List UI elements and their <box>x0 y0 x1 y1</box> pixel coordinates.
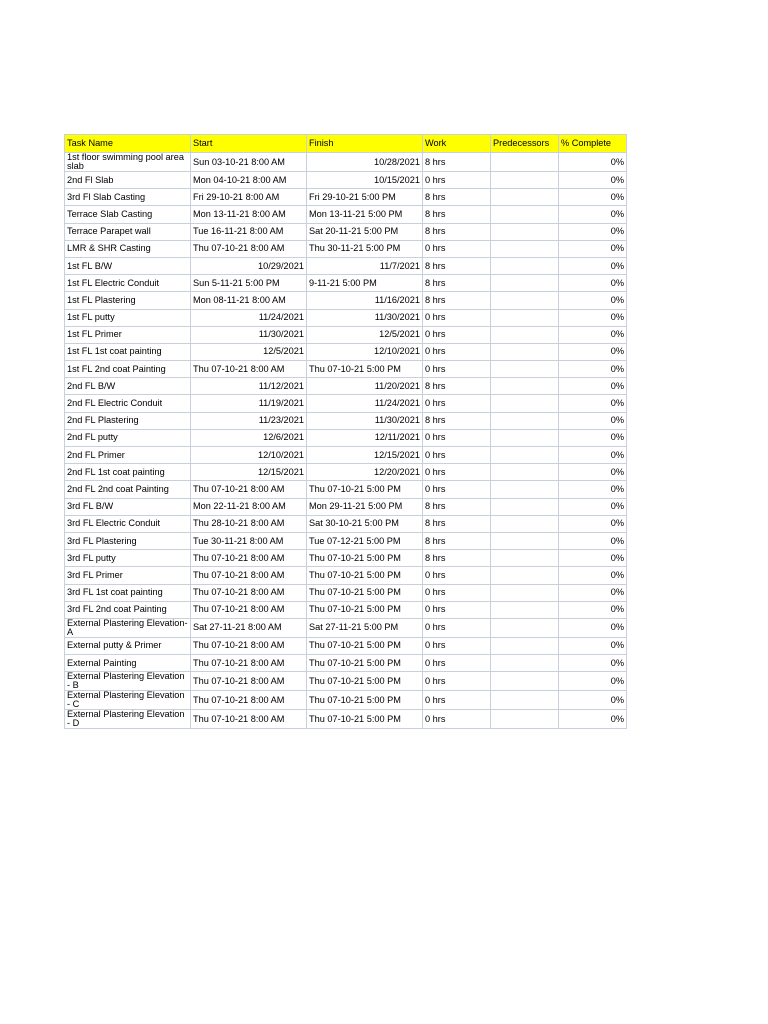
cell-predecessors <box>491 412 559 429</box>
cell-task-name: 1st FL 1st coat painting <box>65 343 191 360</box>
cell-finish: Thu 07-10-21 5:00 PM <box>307 601 423 618</box>
cell-work: 8 hrs <box>423 257 491 274</box>
table-body <box>65 153 627 729</box>
table-row <box>65 481 627 498</box>
cell-percent-complete: 0% <box>559 172 627 189</box>
cell-percent-complete: 0% <box>559 532 627 549</box>
cell-work: 8 hrs <box>423 275 491 292</box>
cell-predecessors <box>491 361 559 378</box>
cell-predecessors <box>491 223 559 240</box>
cell-work: 0 hrs <box>423 618 491 637</box>
cell-finish: Fri 29-10-21 5:00 PM <box>307 189 423 206</box>
cell-finish: Thu 07-10-21 5:00 PM <box>307 584 423 601</box>
cell-start: Thu 07-10-21 8:00 AM <box>191 361 307 378</box>
cell-task-name: 3rd FL 1st coat painting <box>65 584 191 601</box>
cell-start: Thu 07-10-21 8:00 AM <box>191 655 307 672</box>
cell-percent-complete: 0% <box>559 637 627 654</box>
cell-work: 0 hrs <box>423 464 491 481</box>
cell-finish: Tue 07-12-21 5:00 PM <box>307 532 423 549</box>
cell-work: 0 hrs <box>423 326 491 343</box>
cell-task-name: Terrace Slab Casting <box>65 206 191 223</box>
cell-start: Thu 28-10-21 8:00 AM <box>191 515 307 532</box>
cell-finish: Sat 30-10-21 5:00 PM <box>307 515 423 532</box>
header-task-name: Task Name <box>65 135 191 153</box>
cell-start: Thu 07-10-21 8:00 AM <box>191 672 307 691</box>
cell-work: 0 hrs <box>423 655 491 672</box>
table-row <box>65 584 627 601</box>
cell-task-name: 1st FL Primer <box>65 326 191 343</box>
table-row <box>65 447 627 464</box>
cell-predecessors <box>491 240 559 257</box>
header-predecessors: Predecessors <box>491 135 559 153</box>
cell-task-name: External Painting <box>65 655 191 672</box>
cell-finish: Thu 07-10-21 5:00 PM <box>307 361 423 378</box>
cell-percent-complete: 0% <box>559 292 627 309</box>
cell-work: 8 hrs <box>423 189 491 206</box>
cell-start: Thu 07-10-21 8:00 AM <box>191 584 307 601</box>
cell-task-name: 2nd FL putty <box>65 429 191 446</box>
cell-start: Thu 07-10-21 8:00 AM <box>191 691 307 710</box>
cell-predecessors <box>491 584 559 601</box>
header-row <box>65 135 627 153</box>
cell-start: 11/24/2021 <box>191 309 307 326</box>
cell-start: Thu 07-10-21 8:00 AM <box>191 567 307 584</box>
header-finish: Finish <box>307 135 423 153</box>
cell-start: Sun 03-10-21 8:00 AM <box>191 153 307 172</box>
cell-work: 0 hrs <box>423 481 491 498</box>
cell-percent-complete: 0% <box>559 378 627 395</box>
table-row <box>65 206 627 223</box>
cell-task-name: 2nd FL Primer <box>65 447 191 464</box>
cell-start: 11/19/2021 <box>191 395 307 412</box>
cell-finish: 12/20/2021 <box>307 464 423 481</box>
table-row <box>65 326 627 343</box>
cell-work: 8 hrs <box>423 223 491 240</box>
cell-start: Thu 07-10-21 8:00 AM <box>191 710 307 729</box>
cell-finish: Thu 07-10-21 5:00 PM <box>307 637 423 654</box>
cell-work: 8 hrs <box>423 515 491 532</box>
cell-predecessors <box>491 481 559 498</box>
cell-work: 0 hrs <box>423 447 491 464</box>
cell-percent-complete: 0% <box>559 326 627 343</box>
cell-finish: 10/28/2021 <box>307 153 423 172</box>
header-work: Work <box>423 135 491 153</box>
cell-percent-complete: 0% <box>559 672 627 691</box>
cell-percent-complete: 0% <box>559 710 627 729</box>
table-row <box>65 361 627 378</box>
cell-work: 8 hrs <box>423 206 491 223</box>
cell-predecessors <box>491 464 559 481</box>
cell-finish: 10/15/2021 <box>307 172 423 189</box>
cell-task-name: 1st FL B/W <box>65 257 191 274</box>
cell-finish: 12/10/2021 <box>307 343 423 360</box>
cell-predecessors <box>491 378 559 395</box>
cell-predecessors <box>491 672 559 691</box>
table-row <box>65 412 627 429</box>
cell-work: 8 hrs <box>423 550 491 567</box>
cell-finish: 12/15/2021 <box>307 447 423 464</box>
cell-finish: 9-11-21 5:00 PM <box>307 275 423 292</box>
table-row <box>65 532 627 549</box>
cell-task-name: 3rd FL Plastering <box>65 532 191 549</box>
cell-predecessors <box>491 618 559 637</box>
cell-finish: 11/7/2021 <box>307 257 423 274</box>
cell-start: Tue 16-11-21 8:00 AM <box>191 223 307 240</box>
cell-finish: Sat 20-11-21 5:00 PM <box>307 223 423 240</box>
cell-task-name: 2nd FL 1st coat painting <box>65 464 191 481</box>
cell-percent-complete: 0% <box>559 309 627 326</box>
header-percent-complete: % Complete <box>559 135 627 153</box>
cell-start: Mon 22-11-21 8:00 AM <box>191 498 307 515</box>
cell-start: 11/12/2021 <box>191 378 307 395</box>
cell-work: 0 hrs <box>423 601 491 618</box>
cell-task-name: 3rd FL 2nd coat Painting <box>65 601 191 618</box>
table-row <box>65 515 627 532</box>
cell-percent-complete: 0% <box>559 257 627 274</box>
cell-work: 0 hrs <box>423 637 491 654</box>
cell-finish: 11/30/2021 <box>307 309 423 326</box>
cell-percent-complete: 0% <box>559 567 627 584</box>
cell-start: 12/10/2021 <box>191 447 307 464</box>
cell-task-name: 1st FL Electric Conduit <box>65 275 191 292</box>
cell-finish: Thu 07-10-21 5:00 PM <box>307 655 423 672</box>
cell-work: 0 hrs <box>423 710 491 729</box>
cell-finish: Thu 07-10-21 5:00 PM <box>307 672 423 691</box>
table-row <box>65 378 627 395</box>
cell-start: Mon 04-10-21 8:00 AM <box>191 172 307 189</box>
cell-task-name: 2nd FL B/W <box>65 378 191 395</box>
cell-percent-complete: 0% <box>559 584 627 601</box>
table-row <box>65 655 627 672</box>
cell-percent-complete: 0% <box>559 515 627 532</box>
cell-task-name: 1st floor swimming pool area slab <box>65 153 191 172</box>
cell-task-name: 1st FL 2nd coat Painting <box>65 361 191 378</box>
cell-finish: 11/20/2021 <box>307 378 423 395</box>
cell-predecessors <box>491 309 559 326</box>
cell-task-name: 1st FL Plastering <box>65 292 191 309</box>
cell-predecessors <box>491 532 559 549</box>
cell-task-name: External Plastering Elevation - B <box>65 672 191 691</box>
table-row <box>65 601 627 618</box>
cell-finish: Thu 07-10-21 5:00 PM <box>307 567 423 584</box>
cell-work: 0 hrs <box>423 172 491 189</box>
cell-work: 0 hrs <box>423 395 491 412</box>
cell-finish: Thu 07-10-21 5:00 PM <box>307 550 423 567</box>
table-row <box>65 153 627 172</box>
table-row <box>65 567 627 584</box>
cell-work: 0 hrs <box>423 361 491 378</box>
cell-percent-complete: 0% <box>559 275 627 292</box>
cell-start: Thu 07-10-21 8:00 AM <box>191 550 307 567</box>
table-row <box>65 429 627 446</box>
cell-finish: Thu 07-10-21 5:00 PM <box>307 691 423 710</box>
cell-task-name: 2nd FL Plastering <box>65 412 191 429</box>
cell-work: 8 hrs <box>423 412 491 429</box>
table-row <box>65 292 627 309</box>
cell-finish: Mon 13-11-21 5:00 PM <box>307 206 423 223</box>
cell-start: Mon 08-11-21 8:00 AM <box>191 292 307 309</box>
cell-work: 0 hrs <box>423 691 491 710</box>
cell-percent-complete: 0% <box>559 206 627 223</box>
cell-predecessors <box>491 515 559 532</box>
cell-predecessors <box>491 567 559 584</box>
header-start: Start <box>191 135 307 153</box>
cell-percent-complete: 0% <box>559 691 627 710</box>
cell-work: 8 hrs <box>423 378 491 395</box>
cell-percent-complete: 0% <box>559 343 627 360</box>
cell-predecessors <box>491 710 559 729</box>
cell-predecessors <box>491 275 559 292</box>
cell-percent-complete: 0% <box>559 412 627 429</box>
cell-start: Sun 5-11-21 5:00 PM <box>191 275 307 292</box>
cell-predecessors <box>491 498 559 515</box>
table-row <box>65 464 627 481</box>
cell-predecessors <box>491 257 559 274</box>
cell-percent-complete: 0% <box>559 361 627 378</box>
cell-work: 0 hrs <box>423 584 491 601</box>
cell-predecessors <box>491 326 559 343</box>
cell-start: Thu 07-10-21 8:00 AM <box>191 481 307 498</box>
cell-percent-complete: 0% <box>559 550 627 567</box>
cell-predecessors <box>491 691 559 710</box>
cell-finish: 11/16/2021 <box>307 292 423 309</box>
cell-task-name: 1st FL putty <box>65 309 191 326</box>
cell-percent-complete: 0% <box>559 464 627 481</box>
table-row <box>65 618 627 637</box>
cell-task-name: 3rd FL B/W <box>65 498 191 515</box>
cell-percent-complete: 0% <box>559 223 627 240</box>
cell-percent-complete: 0% <box>559 189 627 206</box>
cell-start: Tue 30-11-21 8:00 AM <box>191 532 307 549</box>
cell-percent-complete: 0% <box>559 447 627 464</box>
cell-predecessors <box>491 395 559 412</box>
cell-predecessors <box>491 429 559 446</box>
table-row <box>65 691 627 710</box>
cell-predecessors <box>491 189 559 206</box>
table-row <box>65 172 627 189</box>
cell-percent-complete: 0% <box>559 601 627 618</box>
cell-work: 0 hrs <box>423 309 491 326</box>
cell-work: 8 hrs <box>423 532 491 549</box>
cell-predecessors <box>491 655 559 672</box>
cell-start: Mon 13-11-21 8:00 AM <box>191 206 307 223</box>
cell-percent-complete: 0% <box>559 395 627 412</box>
cell-finish: Mon 29-11-21 5:00 PM <box>307 498 423 515</box>
table-row <box>65 637 627 654</box>
cell-predecessors <box>491 550 559 567</box>
cell-percent-complete: 0% <box>559 481 627 498</box>
cell-predecessors <box>491 153 559 172</box>
cell-percent-complete: 0% <box>559 498 627 515</box>
cell-start: 10/29/2021 <box>191 257 307 274</box>
cell-predecessors <box>491 343 559 360</box>
cell-start: Thu 07-10-21 8:00 AM <box>191 240 307 257</box>
cell-percent-complete: 0% <box>559 429 627 446</box>
cell-task-name: External Plastering Elevation- A <box>65 618 191 637</box>
cell-task-name: Terrace Parapet wall <box>65 223 191 240</box>
cell-finish: Thu 07-10-21 5:00 PM <box>307 710 423 729</box>
cell-work: 0 hrs <box>423 343 491 360</box>
cell-task-name: 2nd FL Electric Conduit <box>65 395 191 412</box>
cell-work: 8 hrs <box>423 498 491 515</box>
cell-predecessors <box>491 172 559 189</box>
cell-task-name: External Plastering Elevation - C <box>65 691 191 710</box>
cell-start: Sat 27-11-21 8:00 AM <box>191 618 307 637</box>
cell-finish: Thu 07-10-21 5:00 PM <box>307 481 423 498</box>
cell-percent-complete: 0% <box>559 655 627 672</box>
cell-task-name: 3rd FL Primer <box>65 567 191 584</box>
task-schedule-table <box>64 134 627 729</box>
cell-finish: 12/11/2021 <box>307 429 423 446</box>
cell-percent-complete: 0% <box>559 153 627 172</box>
cell-predecessors <box>491 637 559 654</box>
table-row <box>65 275 627 292</box>
cell-start: 12/6/2021 <box>191 429 307 446</box>
cell-finish: 11/30/2021 <box>307 412 423 429</box>
cell-finish: Thu 30-11-21 5:00 PM <box>307 240 423 257</box>
cell-task-name: External putty & Primer <box>65 637 191 654</box>
cell-percent-complete: 0% <box>559 240 627 257</box>
table-row <box>65 189 627 206</box>
table-row <box>65 309 627 326</box>
cell-work: 0 hrs <box>423 672 491 691</box>
cell-start: 12/5/2021 <box>191 343 307 360</box>
cell-finish: 11/24/2021 <box>307 395 423 412</box>
cell-predecessors <box>491 292 559 309</box>
cell-task-name: 3rd FL Electric Conduit <box>65 515 191 532</box>
cell-work: 8 hrs <box>423 153 491 172</box>
cell-predecessors <box>491 601 559 618</box>
table-row <box>65 395 627 412</box>
cell-start: Fri 29-10-21 8:00 AM <box>191 189 307 206</box>
table-row <box>65 710 627 729</box>
cell-start: 11/30/2021 <box>191 326 307 343</box>
cell-percent-complete: 0% <box>559 618 627 637</box>
cell-task-name: External Plastering Elevation - D <box>65 710 191 729</box>
cell-finish: 12/5/2021 <box>307 326 423 343</box>
cell-start: Thu 07-10-21 8:00 AM <box>191 637 307 654</box>
table-row <box>65 257 627 274</box>
cell-work: 0 hrs <box>423 567 491 584</box>
cell-work: 8 hrs <box>423 292 491 309</box>
table-row <box>65 240 627 257</box>
table-row <box>65 343 627 360</box>
cell-work: 0 hrs <box>423 240 491 257</box>
cell-start: Thu 07-10-21 8:00 AM <box>191 601 307 618</box>
cell-start: 11/23/2021 <box>191 412 307 429</box>
cell-task-name: 3rd FL putty <box>65 550 191 567</box>
cell-task-name: 2nd Fl Slab <box>65 172 191 189</box>
table-row <box>65 223 627 240</box>
cell-predecessors <box>491 447 559 464</box>
table-row <box>65 550 627 567</box>
cell-start: 12/15/2021 <box>191 464 307 481</box>
cell-predecessors <box>491 206 559 223</box>
table-row <box>65 672 627 691</box>
cell-finish: Sat 27-11-21 5:00 PM <box>307 618 423 637</box>
cell-task-name: LMR & SHR Casting <box>65 240 191 257</box>
cell-work: 0 hrs <box>423 429 491 446</box>
cell-task-name: 2nd FL 2nd coat Painting <box>65 481 191 498</box>
cell-task-name: 3rd Fl Slab Casting <box>65 189 191 206</box>
table-row <box>65 498 627 515</box>
